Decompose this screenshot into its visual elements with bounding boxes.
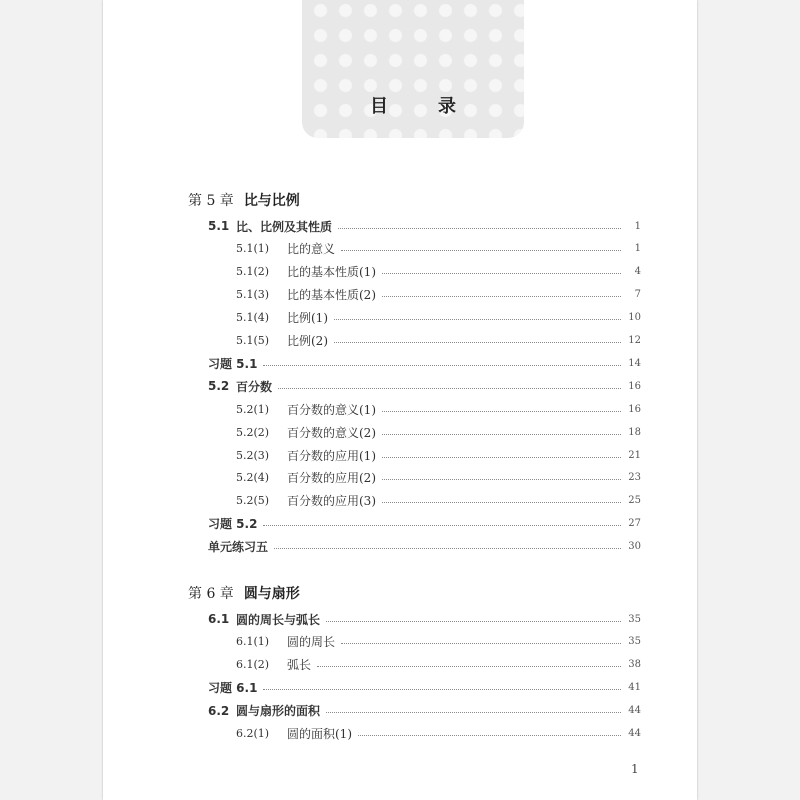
toc-subsection-entry[interactable]: [236, 240, 641, 258]
dot-leader: [358, 735, 621, 736]
dot-leader: [263, 365, 621, 366]
entry-label: 圆与扇形的面积: [236, 704, 321, 719]
toc-subsection-entry[interactable]: [236, 725, 641, 743]
toc-section-entry[interactable]: [208, 377, 641, 395]
entry-number: 5.1(5): [236, 334, 270, 347]
toc-subsection-entry[interactable]: [236, 263, 641, 281]
toc-subsection-entry[interactable]: [236, 492, 641, 510]
entry-page-number: 12: [628, 335, 641, 346]
dot-leader: [382, 273, 621, 274]
entry-label: 百分数的应用(1): [287, 448, 376, 463]
dot-leader: [263, 689, 621, 690]
toc-section-entry[interactable]: [208, 538, 641, 556]
toc-subsection-entry[interactable]: [236, 446, 641, 464]
page-number: 1: [631, 762, 639, 776]
entry-number: 5.2(3): [236, 448, 270, 462]
entry-number: 5.1(3): [236, 288, 270, 302]
entry-page-number: 38: [628, 659, 641, 671]
entry-label: 习题 5.1: [208, 356, 258, 371]
toc-subsection-entry[interactable]: [236, 656, 641, 674]
toc-subsection-entry[interactable]: [236, 423, 641, 441]
entry-number: 5.1(4): [236, 311, 270, 325]
dot-leader: [382, 479, 621, 480]
dot-leader: [382, 434, 621, 435]
entry-label: 百分数的意义(1): [287, 402, 376, 417]
entry-label: 百分数的应用(3): [287, 494, 376, 509]
entry-number: 5.1(2): [236, 265, 270, 279]
table-of-contents: [103, 0, 697, 800]
entry-page-number: 44: [628, 728, 641, 739]
entry-number: 6.1(2): [236, 658, 270, 672]
entry-label: 比、比例及其性质: [236, 219, 333, 234]
entry-number: 6.1(1): [236, 635, 270, 649]
page-title: 目 录: [370, 96, 472, 117]
entry-number: 5.2(5): [236, 494, 270, 508]
chapter-heading: [188, 190, 300, 210]
toc-subsection-entry[interactable]: [236, 309, 641, 327]
entry-label: 比的基本性质(1): [287, 265, 376, 280]
entry-number: 6.2: [208, 703, 230, 718]
entry-page-number: 14: [628, 357, 641, 369]
entry-page-number: 7: [634, 289, 641, 301]
entry-page-number: 1: [634, 243, 641, 255]
toc-section-entry[interactable]: [208, 610, 641, 628]
chapter-title: 比与比例: [243, 193, 300, 209]
entry-page-number: 21: [628, 449, 641, 461]
toc-subsection-entry[interactable]: [236, 400, 641, 418]
chapter-title: 圆与扇形: [243, 586, 300, 602]
chapter-number: 第 5 章: [188, 193, 234, 209]
entry-label: 比例(1): [287, 311, 328, 326]
entry-label: 比的意义: [287, 242, 336, 257]
entry-number: 6.1: [208, 612, 230, 626]
toc-section-entry[interactable]: [208, 679, 641, 697]
toc-subsection-entry[interactable]: [236, 469, 641, 487]
dot-leader: [334, 319, 621, 320]
entry-number: 5.2(1): [236, 402, 270, 416]
dot-leader: [382, 411, 621, 412]
dot-leader: [274, 548, 621, 549]
toc-section-entry[interactable]: [208, 354, 641, 372]
entry-label: 圆的周长: [287, 635, 336, 650]
entry-page-number: 1: [634, 220, 641, 232]
entry-label: 圆的面积(1): [287, 727, 352, 741]
dot-leader: [263, 525, 621, 526]
entry-page-number: 16: [628, 380, 641, 392]
entry-number: 5.2: [208, 379, 230, 394]
dot-leader: [334, 342, 621, 343]
entry-label: 百分数的应用(2): [287, 471, 376, 486]
entry-page-number: 18: [628, 426, 641, 438]
entry-number: 5.1: [208, 219, 230, 233]
dot-leader: [317, 666, 621, 667]
entry-number: 5.2(2): [236, 425, 270, 439]
entry-page-number: 4: [634, 266, 641, 278]
entry-page-number: 41: [628, 682, 641, 694]
dot-leader: [382, 296, 621, 297]
dot-leader: [382, 502, 621, 503]
entry-number: 5.1(1): [236, 242, 270, 256]
document-page: [103, 0, 697, 800]
entry-label: 习题 5.2: [208, 517, 258, 532]
entry-label: 习题 6.1: [208, 681, 258, 696]
dot-leader: [326, 712, 621, 713]
entry-page-number: 23: [628, 472, 641, 484]
toc-section-entry[interactable]: [208, 702, 641, 720]
toc-subsection-entry[interactable]: [236, 633, 641, 651]
chapter-number: 第 6 章: [188, 586, 234, 602]
dot-leader: [341, 250, 621, 251]
entry-page-number: 25: [628, 495, 641, 507]
dot-leader: [278, 388, 621, 389]
entry-label: 圆的周长与弧长: [236, 612, 321, 627]
entry-label: 百分数的意义(2): [287, 425, 376, 440]
entry-page-number: 16: [628, 403, 641, 415]
entry-label: 比的基本性质(2): [287, 288, 376, 303]
dot-leader: [341, 643, 621, 644]
entry-label: 弧长: [287, 658, 312, 673]
dot-leader: [326, 621, 621, 622]
entry-page-number: 30: [628, 541, 641, 553]
entry-number: 6.2(1): [236, 727, 270, 740]
entry-label: 比例(2): [287, 334, 328, 348]
entry-label: 百分数: [236, 379, 273, 394]
toc-subsection-entry[interactable]: [236, 332, 641, 350]
entry-page-number: 35: [628, 613, 641, 625]
entry-page-number: 27: [628, 518, 641, 530]
dot-leader: [382, 457, 621, 458]
entry-label: 单元练习五: [208, 540, 269, 555]
entry-number: 5.2(4): [236, 471, 270, 485]
dot-leader: [338, 228, 621, 229]
entry-page-number: 35: [628, 636, 641, 648]
entry-page-number: 10: [628, 312, 641, 324]
toc-subsection-entry[interactable]: [236, 286, 641, 304]
toc-section-entry[interactable]: [208, 515, 641, 533]
toc-section-entry[interactable]: [208, 217, 641, 235]
entry-page-number: 44: [628, 705, 641, 717]
chapter-heading: [188, 583, 300, 603]
